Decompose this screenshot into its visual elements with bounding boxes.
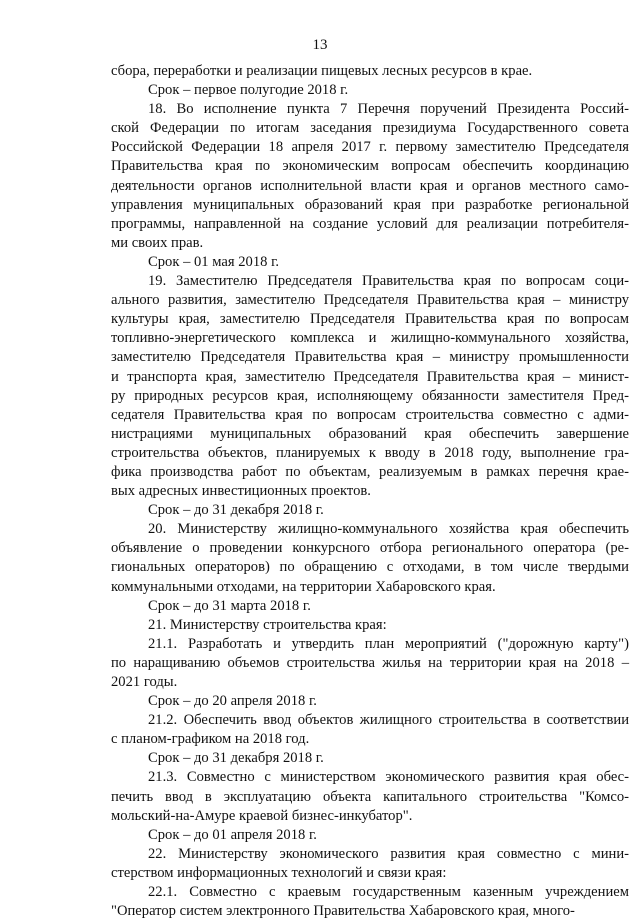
text-line: 21. Министерству строительства края: [148, 616, 387, 633]
page-number: 13 [312, 37, 328, 53]
text-line: 21.1. Разработать и утвердить план мероприятий ("дорожную карту") [148, 635, 629, 652]
paragraph [111, 272, 629, 501]
paragraph [111, 692, 629, 711]
text-line: ального развития, заместителю Председателя Правительства края – министру [111, 292, 629, 309]
text-line: заместителю Председателя Правительства края – министру промышленности [111, 349, 629, 366]
text-line: строительства объектов, планируемых к вводу в 2018 году, выполнение гра- [111, 444, 629, 461]
document-body [111, 62, 629, 921]
text-line: гиональных операторов) по обращению с отходами, в том числе твердыми [111, 559, 629, 576]
text-line: 19. Заместителю Председателя Правительства края по вопросам соци- [148, 273, 629, 290]
text-line: седателя Правительства края по вопросам строительства совместно с адми- [111, 406, 629, 423]
paragraph [111, 635, 629, 692]
paragraph [111, 711, 629, 749]
text-line: Срок – до 31 марта 2018 г. [148, 597, 311, 614]
paragraph [111, 883, 629, 921]
paragraph [111, 253, 629, 272]
text-line: управления муниципальных образований края при разработке региональной [111, 196, 629, 213]
paragraph [111, 501, 629, 520]
text-line: 2021 годы. [111, 674, 178, 690]
text-line: печить ввод в эксплуатацию объекта капитального строительства "Комсо- [111, 788, 629, 805]
text-line: 22. Министерству экономического развития края совместно с мини- [148, 845, 629, 862]
text-line: Российской Федерации 18 апреля 2017 г. первому заместителю Председателя [111, 139, 629, 156]
paragraph [111, 826, 629, 845]
text-line: деятельности органов исполнительной власти края и органов местного само- [111, 177, 629, 194]
paragraph [111, 845, 629, 883]
text-line: фика производства работ по объектам, реализуемым в рамках перечня крае- [111, 463, 629, 480]
text-line: коммунальными отходами, на территории Хабаровского края. [111, 578, 496, 595]
paragraph [111, 520, 629, 596]
text-line: Срок – до 01 апреля 2018 г. [148, 826, 317, 843]
paragraph [111, 768, 629, 825]
paragraph [111, 749, 629, 768]
text-line: ру природных ресурсов края, исполняющему обязанности заместителя Пред- [111, 387, 629, 404]
text-line: Срок – до 31 декабря 2018 г. [148, 502, 324, 519]
text-line: ской Федерации по итогам заседания президиума Государственного совета [111, 120, 629, 137]
text-line: и транспорта края, заместителю Председателя Правительства края – минист- [111, 368, 629, 385]
text-line: 22.1. Совместно с краевым государственным казенным учреждением [148, 884, 629, 901]
text-line: программы, направленной на создание условий для реализации потребителя- [111, 215, 629, 232]
text-line: ми своих прав. [111, 234, 204, 251]
text-line: Правительства края по экономическим вопросам обеспечить координацию [111, 158, 629, 175]
text-line: 18. Во исполнение пункта 7 Перечня поручений Президента Россий- [148, 101, 629, 118]
text-line: стерством информационных технологий и связи края: [111, 864, 447, 881]
paragraph [111, 62, 629, 81]
paragraph [111, 81, 629, 100]
text-line: 20. Министерству жилищно-коммунального хозяйства края обеспечить [148, 521, 629, 538]
text-line: "Оператор систем электронного Правительства Хабаровского края, много- [111, 903, 575, 920]
text-line: Срок – первое полугодие 2018 г. [148, 82, 349, 99]
paragraph [111, 100, 629, 253]
text-line: Срок – 01 мая 2018 г. [148, 253, 280, 270]
text-line: 21.2. Обеспечить ввод объектов жилищного строительства в соответствии [148, 712, 629, 729]
text-line: 21.3. Совместно с министерством экономического развития края обес- [148, 769, 629, 786]
text-line: Срок – до 31 декабря 2018 г. [148, 750, 324, 767]
text-line: топливно-энергетического комплекса и жилищно-коммунального хозяйства, [111, 330, 629, 347]
paragraph [111, 597, 629, 616]
text-line: мольский-на-Амуре краевой бизнес-инкубатор". [111, 807, 413, 824]
text-line: с планом-графиком на 2018 год. [111, 731, 310, 748]
text-line: Срок – до 20 апреля 2018 г. [148, 693, 317, 710]
text-line: вых адресных инвестиционных проектов. [111, 483, 371, 500]
text-line: по наращиванию объемов строительства жилья на территории края на 2018 – [111, 654, 629, 671]
text-line: культуры края, заместителю Председателя Правительства края по вопросам [111, 311, 629, 328]
text-line: сбора, переработки и реализации пищевых лесных ресурсов в крае. [111, 63, 533, 79]
paragraph [111, 616, 629, 635]
text-line: нистрациями муниципальных образований края обеспечить завершение [111, 425, 629, 442]
text-line: объявление о проведении конкурсного отбора регионального оператора (ре- [111, 540, 629, 557]
